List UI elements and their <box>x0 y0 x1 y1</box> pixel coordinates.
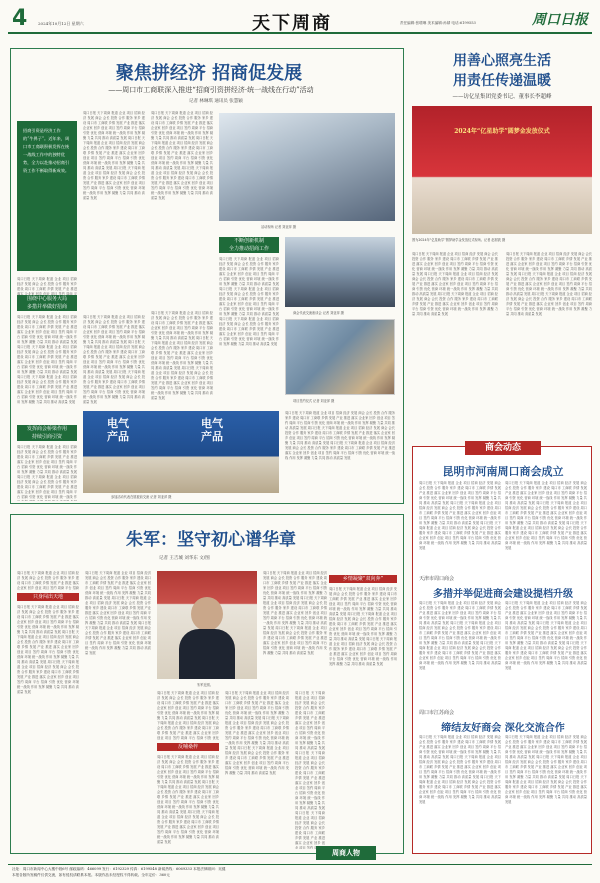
photo-caption-2: 商会代表交流座谈会 记者 刘亚萍 摄 <box>293 311 344 315</box>
business-news <box>412 443 592 854</box>
banner-right: 电气 产品 <box>201 417 223 443</box>
section-title: 天下周商 <box>252 13 332 34</box>
intro-text: 招商引资是经济工作的“牛鼻子”。近年来，周口市工商联积极发挥在统一战线工作中的独特优势，全力以赴推动招商引资工作不断取得新成效。 <box>23 128 70 173</box>
right-photo-caption: 图为2024年“亿星助学”圆梦助学金发放仪式现场。记者 赵树波 摄 <box>412 238 506 242</box>
footer-line-1: 社址：周口市新闻中心大楼中段6号 邮政编码：466099 发行：6192329 传真：6199548 新闻热线：6069333 本报法律顾问：吴健 <box>12 867 226 871</box>
col-text <box>83 111 145 311</box>
page-footer <box>8 864 592 880</box>
photo-caption-4: 参加活动代表在展板前交流 记者 刘亚萍 摄 <box>111 495 172 499</box>
news-item-3-title: 缔结友好商会 深化交流合作 <box>441 723 565 734</box>
profile-title: 朱军：坚守初心谱华章 <box>126 530 296 550</box>
photo-event <box>219 113 395 221</box>
col-text <box>295 691 325 849</box>
person-body <box>179 629 235 679</box>
col-text <box>263 571 327 681</box>
col-text <box>17 571 79 591</box>
lead-byline: 记者 林琳琪 通讯员 张慧颖 <box>189 99 243 104</box>
banner-left: 电气 产品 <box>107 417 129 443</box>
profile-subhead-3: 乡情凝聚“双向奔” <box>329 575 397 583</box>
col-text <box>17 315 77 425</box>
charity-photo <box>412 106 592 234</box>
news-item-3-head: 周口市江苏商会 <box>419 710 455 716</box>
col-text <box>505 481 587 567</box>
right-title-2: 用责任传递温暖 <box>453 73 551 89</box>
col-text <box>151 111 213 295</box>
col-text <box>506 252 592 434</box>
profile-subhead-1: 只身闯出天地 <box>17 593 79 601</box>
news-item-2-head: 天津市周口商会 <box>419 576 455 582</box>
photo-signing <box>285 319 395 395</box>
photo-meeting <box>285 237 395 307</box>
col-text <box>157 691 219 741</box>
date-line: 2024年10月12日 星期六 <box>38 21 84 26</box>
news-item-1-title: 昆明市河南周口商会成立 <box>442 465 564 478</box>
col-text <box>83 315 145 407</box>
lead-subtitle: ——周口市工商联深入推进“招商引资拼经济·统一战线在行动”活动 <box>108 86 314 94</box>
col-text <box>419 481 501 567</box>
news-item-2-title: 多措并举促进商会建设提档升级 <box>433 589 573 600</box>
poster-text: 2024年“亿星助学”圆梦金发放仪式 <box>454 128 550 135</box>
lead-title: 聚焦拼经济 招商促发展 <box>115 63 303 84</box>
footer-tag: 周商人物 <box>316 846 376 860</box>
subhead-2: 发挥商会桥梁作用 持续引商引资 <box>17 425 77 441</box>
col-text <box>225 691 289 849</box>
page-number: 4 <box>12 6 28 31</box>
photo-caption-1: 活动现场 记者 刘亚萍 摄 <box>261 225 296 229</box>
photo-exhibition <box>83 411 279 493</box>
col-text <box>329 587 397 787</box>
col-text <box>157 755 219 849</box>
editors-line: 责任编辑:张增琳 美术编辑:孙婧 电话:6199553 <box>400 21 476 25</box>
photo-caption-3: 项目签约仪式 记者 刘亚萍 摄 <box>293 399 335 403</box>
col-text <box>17 277 77 295</box>
col-text <box>17 605 79 849</box>
profile-article <box>10 514 404 854</box>
profile-photo <box>157 571 257 679</box>
intro-box <box>17 121 77 271</box>
subhead-1: 围绕中心服务大局 多措并举做好招商 <box>17 295 77 311</box>
col-text <box>419 601 501 701</box>
profile-byline: 记者 王吉城 刘华东 文/图 <box>159 556 210 561</box>
footer-line-2: 本报各版所发稿件仅供交流，如有侵权请联系本报。本版作品未经授权不得转载。全年定价：360元 <box>12 873 170 877</box>
col-text <box>412 252 498 434</box>
col-text <box>505 601 587 701</box>
lead-article <box>10 48 404 504</box>
right-top-article <box>412 48 592 438</box>
newspaper-logo: 周口日报 <box>532 12 588 28</box>
col-text <box>219 257 279 407</box>
right-title-1: 用善心照亮生活 <box>453 53 551 69</box>
news-section-label: 商会动态 <box>465 441 541 455</box>
profile-subhead-2: 反哺桑梓 <box>157 743 219 751</box>
col-text <box>505 735 587 845</box>
right-subtitle: ——访亿星集团党委书记、董事长李超峰 <box>452 94 552 100</box>
col-text <box>285 411 395 499</box>
col-text <box>151 311 213 407</box>
col-text <box>85 571 151 815</box>
page-header <box>8 6 592 34</box>
col-text <box>17 445 77 501</box>
subhead-3: 不断创新机制 全力推动招商工作 <box>219 237 279 253</box>
profile-photo-caption: 朱军近照。 <box>197 683 213 687</box>
col-text <box>419 735 501 845</box>
person-silhouette <box>191 597 223 631</box>
